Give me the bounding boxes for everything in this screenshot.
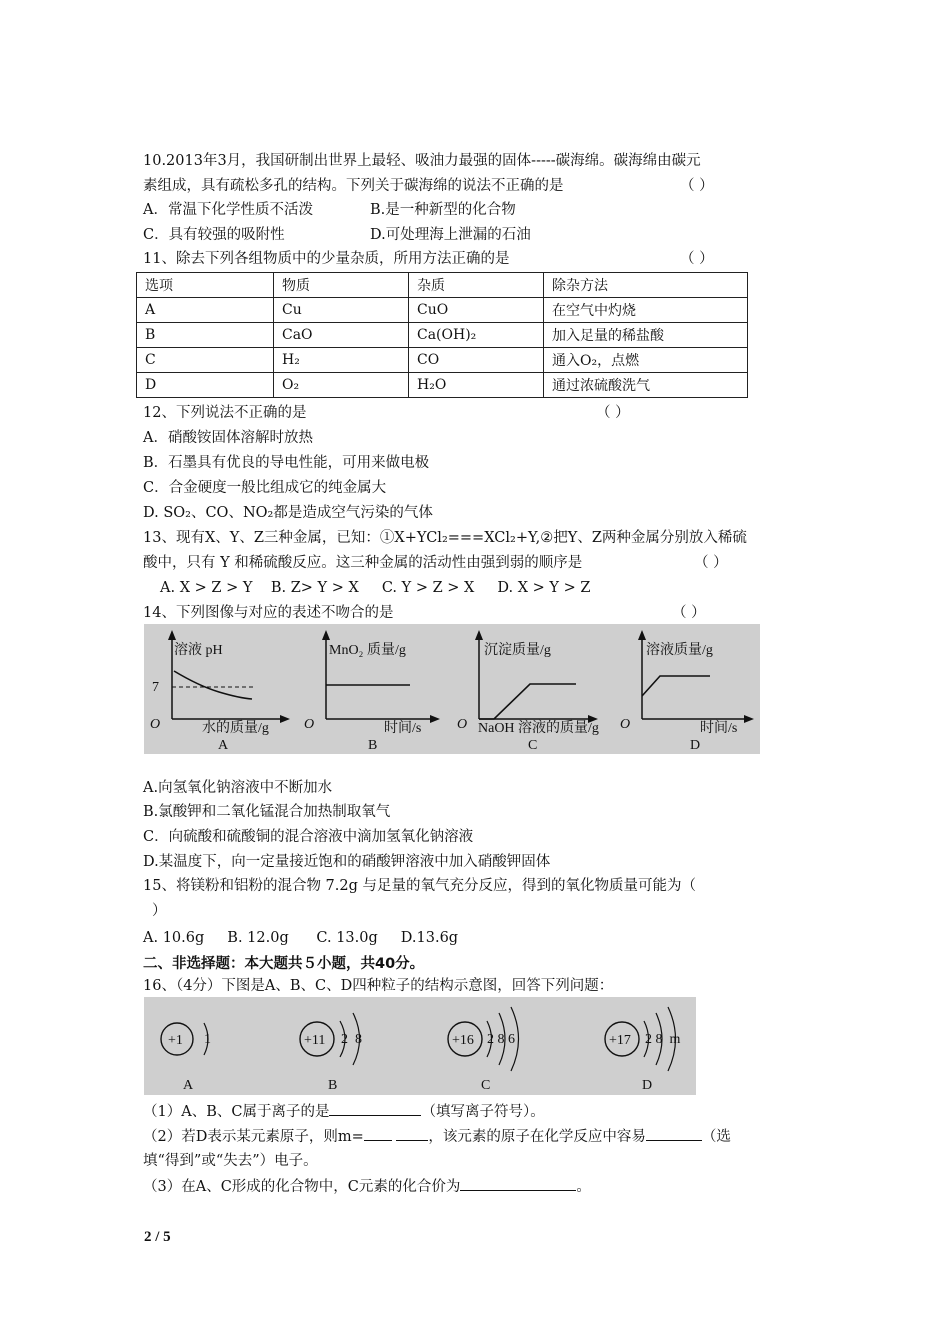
particle-d-electrons: 2 8 m [645, 1032, 681, 1047]
graph-b-y-arrow [322, 630, 330, 640]
q10-option-a: A．常温下化学性质不活泼 [143, 202, 313, 218]
graph-a-ylabel: 溶液 pH [174, 643, 223, 658]
graph-a-tick: 7 [152, 680, 159, 695]
answer-blank[interactable] [329, 1101, 421, 1116]
graph-a-x-arrow [280, 715, 290, 723]
q16-sub3 [143, 1176, 591, 1197]
q14-option-a: A.向氢氧化钠溶液中不断加水 [143, 780, 333, 796]
graph-b-letter: B [368, 738, 378, 753]
particle-a-electrons: 1 [204, 1032, 211, 1047]
graph-d-origin: O [620, 717, 631, 732]
table-cell: B [137, 323, 274, 348]
table-cell: D [137, 373, 274, 398]
q15-line1: 15、将镁粉和铝粉的混合物 7.2g 与足量的氧气充分反应，得到的氧化物质量可能为（ [143, 878, 697, 894]
q14-stem: 14、下列图像与对应的表述不吻合的是 [143, 605, 394, 621]
q16-sub3-text: （3）在A、C形成的化合物中，C元素的化合价为 [143, 1179, 461, 1195]
q13-options: A. X > Z > Y B. Z> Y > X C. Y > Z > X D. X > Y > Z [160, 580, 591, 596]
graph-a-curve [174, 671, 252, 699]
graph-c-letter: C [528, 738, 538, 753]
q16-sub1 [143, 1101, 545, 1122]
q14-graphs-svg [144, 624, 760, 754]
q10-option-c: C．具有较强的吸附性 [143, 227, 285, 243]
q11-options-table [136, 272, 748, 398]
q11-stem: 11、除去下列各组物质中的少量杂质，所用方法正确的是 [143, 251, 510, 267]
particle-c-electrons: 2 8 6 [487, 1032, 515, 1047]
answer-blank-m[interactable] [364, 1126, 392, 1141]
table-header: 杂质 [409, 273, 544, 298]
table-header: 物质 [274, 273, 409, 298]
particle-d-charge: +17 [609, 1033, 631, 1048]
table-cell: C [137, 348, 274, 373]
q15-line2: ） [152, 903, 167, 919]
answer-blank-gain-lose[interactable] [646, 1126, 702, 1141]
answer-blank-valence[interactable] [460, 1176, 576, 1191]
q12-option-a: A．硝酸铵固体溶解时放热 [143, 430, 313, 446]
graph-b [304, 630, 440, 753]
q14-option-b: B.氯酸钾和二氧化锰混合加热制取氧气 [143, 804, 391, 820]
table-header: 选项 [137, 273, 274, 298]
graph-d-line [642, 676, 710, 696]
q12-option-c: C．合金硬度一般比组成它的纯金属大 [143, 480, 387, 496]
table-cell: CaO [274, 323, 409, 348]
table-row [137, 298, 748, 323]
q13-line1: 13、现有X、Y、Z三种金属，已知：①X+YCl₂===XCl₂+Y,②把Y、Z两种金属分别放入稀硫 [143, 530, 747, 546]
table-cell: CO [409, 348, 544, 373]
table-cell: Cu [274, 298, 409, 323]
q16-sub1-hint: （填写离子符号）。 [421, 1104, 545, 1120]
q16-sub3-end: 。 [576, 1179, 591, 1195]
q10-option-d: D.可处理海上泄漏的石油 [370, 227, 531, 243]
q16-particles-svg [144, 997, 696, 1095]
table-row [137, 348, 748, 373]
particle-b-electrons: 2 8 [341, 1032, 362, 1047]
table-row [137, 323, 748, 348]
q12-option-d: D. SO₂、CO、NO₂都是造成空气污染的气体 [143, 505, 433, 521]
table-row [137, 373, 748, 398]
q14-answer-paren: （ ） [672, 605, 706, 621]
q16-sub2 [143, 1126, 731, 1147]
q16-sub2-line2: 填“得到”或“失去”）电子。 [143, 1153, 318, 1169]
particle-d [605, 1007, 681, 1093]
q14-graphs-figure [144, 624, 760, 754]
q15-options: A. 10.6g B. 12.0g C. 13.0g D.13.6g [143, 930, 459, 946]
graph-d-x-arrow [744, 715, 754, 723]
q14-option-d: D.某温度下，向一定量接近饱和的硝酸钾溶液中加入硝酸钾固体 [143, 854, 551, 870]
particle-c-letter: C [481, 1078, 491, 1093]
answer-blank-m2[interactable] [396, 1126, 428, 1141]
graph-a [150, 630, 290, 753]
section2-title: 二、非选择题：本大题共５小题，共40分。 [143, 956, 425, 972]
graph-c-xlabel: NaOH 溶液的质量/g [478, 721, 599, 736]
particle-b [300, 1013, 362, 1093]
page-number: 2 / 5 [144, 1229, 171, 1245]
q16-stem: 16、（4分）下图是A、B、C、D四种粒子的结构示意图，回答下列问题： [143, 978, 614, 994]
q10-line1: 10.2013年3月，我国研制出世界上最轻、吸油力最强的固体-----碳海绵。碳海绵由碳元 [143, 153, 701, 169]
q16-sub2-text: （2）若D表示某元素原子，则m= [143, 1129, 364, 1145]
table-cell: 在空气中灼烧 [544, 298, 748, 323]
q12-answer-paren: （ ） [596, 405, 630, 421]
q16-sub2-end: （选 [701, 1129, 731, 1145]
q16-particles-figure [144, 997, 696, 1095]
graph-a-xlabel: 水的质量/g [202, 721, 269, 736]
q13-answer-paren: （ ） [694, 555, 728, 571]
q16-sub1-text: （1）A、B、C属于离子的是 [143, 1104, 330, 1120]
graph-a-origin: O [150, 717, 161, 732]
table-cell: 通入O₂，点燃 [544, 348, 748, 373]
graph-a-y-arrow [168, 630, 176, 640]
q10-answer-paren: （ ） [680, 178, 714, 194]
graph-b-ylabel: MnO₂ 质量/g [329, 643, 406, 658]
table-cell: CuO [409, 298, 544, 323]
table-cell: 通过浓硫酸洗气 [544, 373, 748, 398]
q12-stem: 12、下列说法不正确的是 [143, 405, 307, 421]
table-cell: A [137, 298, 274, 323]
table-header: 除杂方法 [544, 273, 748, 298]
table-cell: O₂ [274, 373, 409, 398]
graph-a-letter: A [218, 738, 229, 753]
particle-b-charge: +11 [304, 1033, 326, 1048]
graph-b-origin: O [304, 717, 315, 732]
graph-c-line [479, 684, 576, 719]
q10-option-b: B.是一种新型的化合物 [370, 202, 516, 218]
q12-option-b: B．石墨具有优良的导电性能，可用来做电极 [143, 455, 430, 471]
graph-c-y-arrow [475, 630, 483, 640]
graph-d-xlabel: 时间/s [700, 721, 738, 736]
q14-option-c: C．向硫酸和硫酸铜的混合溶液中滴加氢氧化钠溶液 [143, 829, 474, 845]
particle-b-letter: B [328, 1078, 338, 1093]
graph-c [457, 630, 599, 753]
graph-d [620, 630, 754, 753]
graph-d-y-arrow [638, 630, 646, 640]
particle-c-charge: +16 [452, 1033, 474, 1048]
q11-answer-paren: （ ） [680, 251, 714, 267]
q13-line2: 酸中，只有 Y 和稀硫酸反应。这三种金属的活动性由强到弱的顺序是 [143, 555, 583, 571]
q10-line2: 素组成，具有疏松多孔的结构。下列关于碳海绵的说法不正确的是 [143, 178, 564, 194]
graph-d-letter: D [690, 738, 701, 753]
particle-c [448, 1007, 519, 1093]
q16-sub2-mid: ，该元素的原子在化学反应中容易 [428, 1129, 646, 1145]
table-cell: H₂O [409, 373, 544, 398]
table-header-row [137, 273, 748, 298]
particle-a-letter: A [183, 1078, 194, 1093]
particle-a-charge: +1 [168, 1033, 183, 1048]
table-cell: 加入足量的稀盐酸 [544, 323, 748, 348]
table-cell: Ca(OH)₂ [409, 323, 544, 348]
graph-b-x-arrow [430, 715, 440, 723]
particle-d-letter: D [642, 1078, 653, 1093]
graph-c-ylabel: 沉淀质量/g [484, 643, 551, 658]
graph-d-ylabel: 溶液质量/g [646, 643, 713, 658]
graph-b-xlabel: 时间/s [384, 721, 422, 736]
graph-c-origin: O [457, 717, 468, 732]
particle-a [161, 1023, 211, 1093]
table-cell: H₂ [274, 348, 409, 373]
